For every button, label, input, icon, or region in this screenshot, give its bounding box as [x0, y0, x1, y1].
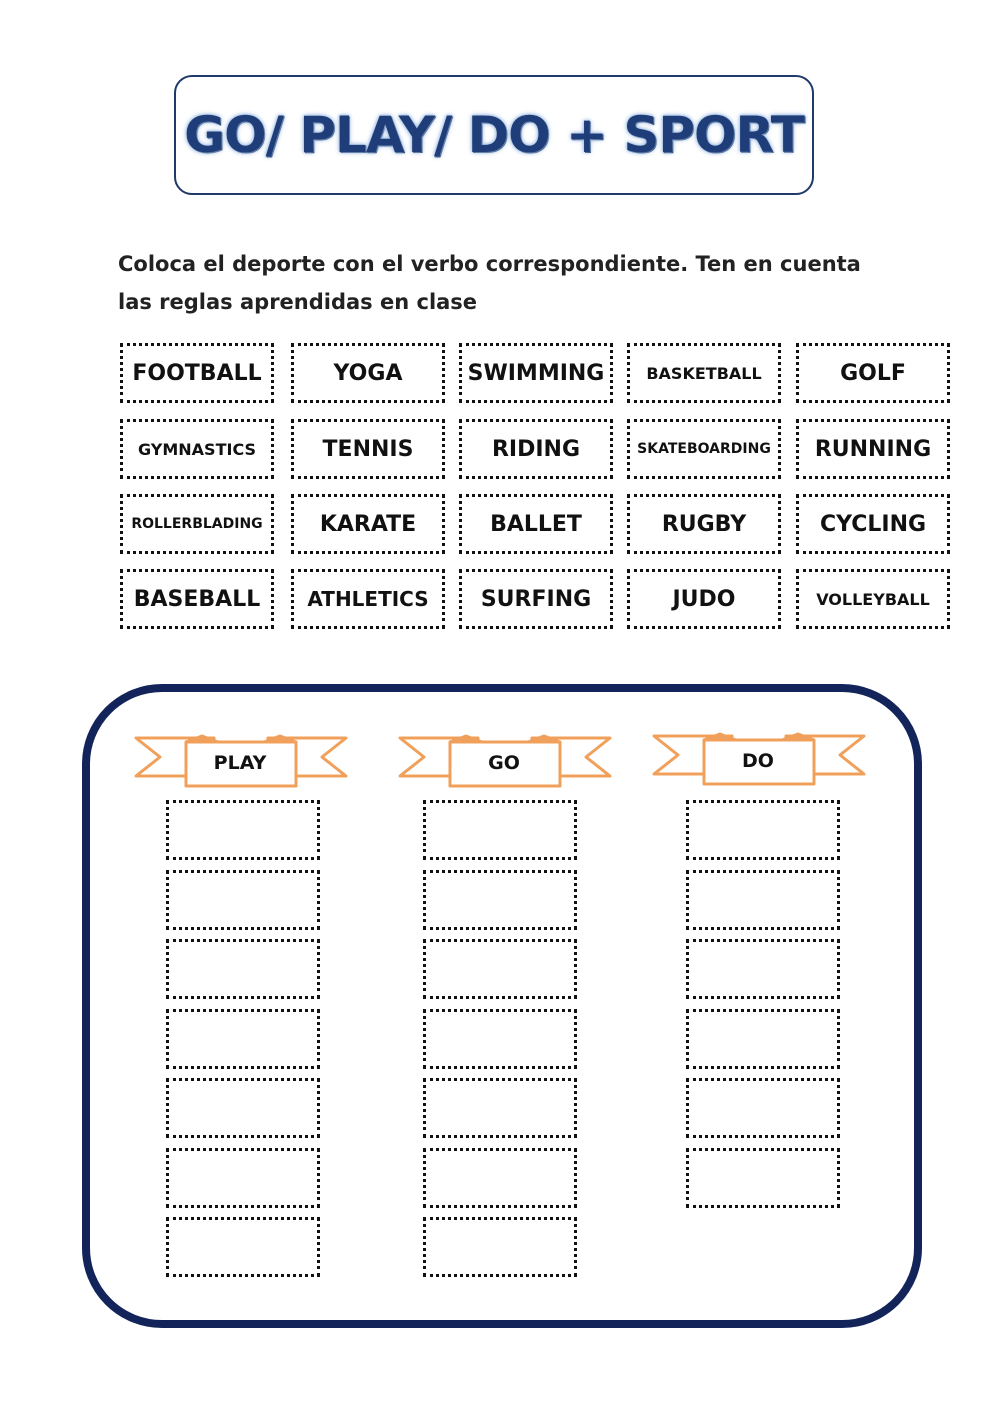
- sport-card-label: ROLLERBLADING: [131, 516, 263, 532]
- sport-card[interactable]: [627, 419, 781, 479]
- sport-word-bank: [120, 343, 952, 633]
- answer-slot-do[interactable]: [686, 1078, 840, 1138]
- play-category-banner: [134, 734, 348, 794]
- sport-card-label: SKATEBOARDING: [637, 441, 771, 457]
- answer-slot-go[interactable]: [423, 800, 577, 860]
- sport-card-label: RUGBY: [661, 511, 747, 537]
- answer-slot-do[interactable]: [686, 939, 840, 999]
- answer-slot-play[interactable]: [166, 1217, 320, 1277]
- answer-slot-go[interactable]: [423, 1009, 577, 1069]
- sport-card-label: BALLET: [490, 511, 582, 537]
- sport-card-label: RUNNING: [814, 436, 932, 462]
- sport-card[interactable]: [291, 419, 445, 479]
- sport-card-label: JUDO: [672, 586, 736, 612]
- answer-slot-play[interactable]: [166, 1009, 320, 1069]
- sport-card[interactable]: [796, 569, 950, 629]
- sport-card[interactable]: [120, 494, 274, 554]
- sport-card-label: BASEBALL: [133, 586, 261, 612]
- answer-slot-do[interactable]: [686, 870, 840, 930]
- answer-slot-go[interactable]: [423, 939, 577, 999]
- sport-card[interactable]: [459, 494, 613, 554]
- instructions: Coloca el deporte con el verbo correspondiente. Ten en cuenta las reglas aprendidas en clase: [118, 252, 861, 314]
- answer-slot-play[interactable]: [166, 870, 320, 930]
- sport-card[interactable]: [796, 343, 950, 403]
- sport-card[interactable]: [291, 343, 445, 403]
- sport-card-label: CYCLING: [819, 511, 927, 537]
- sport-card[interactable]: [796, 419, 950, 479]
- category-label-go: GO: [488, 752, 520, 774]
- do-category-banner: [652, 732, 866, 792]
- answer-slot-go[interactable]: [423, 1217, 577, 1277]
- sport-card-label: SWIMMING: [467, 360, 605, 386]
- sport-card[interactable]: [291, 494, 445, 554]
- category-label-play: PLAY: [213, 752, 267, 774]
- sport-card[interactable]: [120, 569, 274, 629]
- worksheet-title: GO/ PLAY/ DO + SPORT: [184, 106, 804, 164]
- sport-card-label: VOLLEYBALL: [816, 589, 930, 609]
- answer-slot-play[interactable]: [166, 1078, 320, 1138]
- sport-card[interactable]: [459, 343, 613, 403]
- sport-card[interactable]: [459, 419, 613, 479]
- answer-slot-go[interactable]: [423, 1148, 577, 1208]
- sport-card[interactable]: [291, 569, 445, 629]
- answer-slot-play[interactable]: [166, 800, 320, 860]
- sport-card-label: TENNIS: [322, 436, 414, 462]
- category-label-do: DO: [742, 750, 774, 772]
- sport-card-label: BASKETBALL: [646, 363, 762, 383]
- sport-card[interactable]: [459, 569, 613, 629]
- sport-card[interactable]: [627, 569, 781, 629]
- sport-card[interactable]: [627, 494, 781, 554]
- sport-card-label: ATHLETICS: [307, 587, 429, 611]
- sport-card-label: KARATE: [319, 511, 417, 537]
- answer-slot-do[interactable]: [686, 1148, 840, 1208]
- sport-card[interactable]: [120, 343, 274, 403]
- sport-card[interactable]: [627, 343, 781, 403]
- answer-slot-go[interactable]: [423, 870, 577, 930]
- sport-card-label: YOGA: [333, 360, 403, 386]
- answer-slot-do[interactable]: [686, 1009, 840, 1069]
- sport-card[interactable]: [796, 494, 950, 554]
- title-box: [174, 75, 814, 195]
- sport-card[interactable]: [120, 419, 274, 479]
- sport-card-label: GYMNASTICS: [137, 439, 256, 459]
- sport-card-label: FOOTBALL: [132, 360, 262, 386]
- sport-card-label: RIDING: [491, 436, 581, 462]
- answer-slot-play[interactable]: [166, 939, 320, 999]
- answer-slot-go[interactable]: [423, 1078, 577, 1138]
- sport-card-label: GOLF: [840, 360, 906, 386]
- answer-slot-do[interactable]: [686, 800, 840, 860]
- sport-card-label: SURFING: [480, 586, 592, 612]
- answer-slot-play[interactable]: [166, 1148, 320, 1208]
- go-category-banner: [398, 734, 612, 794]
